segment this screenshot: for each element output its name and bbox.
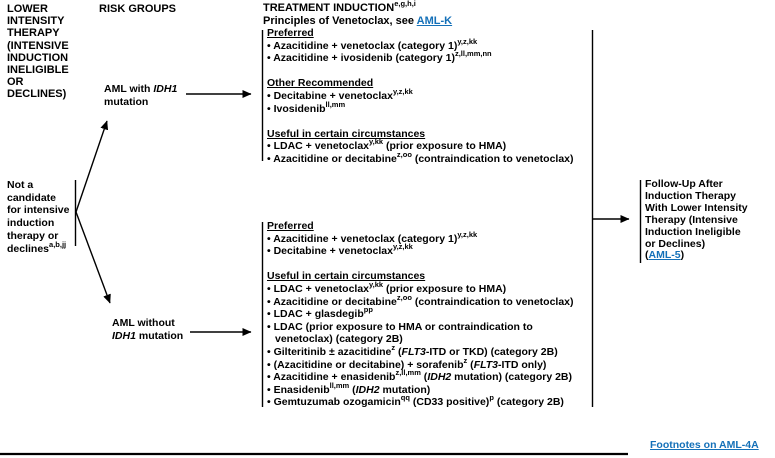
list-item: • (Azacitidine or decitabine) + sorafenib$^z$ (FLT3-ITD only) xyxy=(267,355,547,371)
text-line: AML without xyxy=(112,317,175,329)
text-line: INDUCTION xyxy=(7,51,69,64)
node-followup-after-induction xyxy=(645,179,748,262)
text-line: declines$^{a,b,jj}$ xyxy=(7,239,67,255)
text-line xyxy=(267,115,574,128)
treatment-box-without-idh1 xyxy=(267,220,574,409)
text-line xyxy=(267,65,574,78)
section-heading: Other Recommended xyxy=(267,77,374,90)
section-heading: Useful in certain circumstances xyxy=(267,127,426,140)
list-item: • LDAC + glasdegib$^{pp}$ xyxy=(267,305,373,321)
section-heading: Useful in certain circumstances xyxy=(267,270,426,283)
text-line: (AML-5) xyxy=(645,249,685,262)
footnotes-link[interactable]: Footnotes on AML-4A xyxy=(650,439,759,451)
list-item: • Azacitidine or decitabine$^{z,oo}$ (contraindication to venetoclax) xyxy=(267,149,574,165)
text-line: or Declines) xyxy=(645,237,706,250)
section-heading: Preferred xyxy=(267,220,314,232)
text-line: Induction Therapy xyxy=(645,189,737,202)
inline-link[interactable]: AML-K xyxy=(416,14,453,27)
inline-link[interactable]: AML-5 xyxy=(648,249,681,262)
list-item: • Gilteritinib ± azacitidine$^z$ (FLT3-ITD or TKD) (category 2B) xyxy=(267,342,558,358)
text-line: LOWER xyxy=(7,3,48,15)
risk-group-aml-with-idh1 xyxy=(104,83,177,108)
list-item: • LDAC + venetoclax$^{y,kk}$ (prior exposure to HMA) xyxy=(267,137,507,153)
text-line: THERAPY xyxy=(7,27,60,40)
text-line: mutation xyxy=(104,95,149,108)
text-line xyxy=(267,258,574,271)
text-line: Therapy (Intensive xyxy=(645,213,738,226)
footnotes-row xyxy=(650,439,759,452)
text-line: INTENSITY xyxy=(7,15,65,28)
text-line: IDH1 mutation xyxy=(112,329,184,342)
list-item: • Decitabine + venetoclax$^{y,z,kk}$ xyxy=(267,242,413,258)
list-item: • Gemtuzumab ozogamicin$^{qq}$ (CD33 positive)$^p$ (category 2B) xyxy=(267,393,564,409)
text-line: With Lower Intensity xyxy=(645,201,748,214)
list-item: • Decitabine + venetoclax$^{y,z,kk}$ xyxy=(267,86,413,102)
text-line: AML with IDH1 xyxy=(104,83,178,95)
text-line: Induction Ineligible xyxy=(645,225,741,238)
list-item: • Azacitidine + enasidenib$^{z,ll,mm}$ (IDH2 mutation) (category 2B) xyxy=(267,368,573,384)
node-not-a-candidate xyxy=(7,179,69,255)
list-item: • Enasidenib$^{ll,mm}$ (IDH2 mutation) xyxy=(267,380,431,396)
list-item: • Azacitidine + venetoclax (category 1)$^{y,z,kk}$ xyxy=(267,229,478,245)
column-header-lower-intensity-therapy xyxy=(7,3,69,101)
list-item: • Azacitidine + ivosidenib (category 1)$^{z,ll,mm,nn}$ xyxy=(267,49,492,65)
column-header-risk-groups: RISK GROUPS xyxy=(99,3,177,15)
text-line: Follow-Up After xyxy=(645,178,723,190)
list-item: • Azacitidine + venetoclax (category 1)$^{y,z,kk}$ xyxy=(267,36,478,52)
column-header-treatment-induction xyxy=(263,2,452,28)
list-item: • Azacitidine or decitabine$^{z,oo}$ (contraindication to venetoclax) xyxy=(267,292,574,308)
treatment-box-with-idh1 xyxy=(267,27,574,166)
arrow-down-diagonal xyxy=(76,212,110,303)
list-item: • Ivosidenib$^{ll,mm}$ xyxy=(267,99,346,115)
list-item: • LDAC + venetoclax$^{y,kk}$ (prior exposure to HMA) xyxy=(267,279,507,295)
text-line: induction xyxy=(7,217,55,230)
text-line: DECLINES) xyxy=(7,88,67,101)
text-line: candidate xyxy=(7,191,57,204)
text-line: OR xyxy=(7,76,24,89)
venetoclax-principles-note: Principles of Venetoclax, see AML-K xyxy=(263,14,453,27)
list-item: • LDAC (prior exposure to HMA or contraindication to xyxy=(267,320,533,333)
text-line: therapy or xyxy=(7,229,59,242)
arrow-up-diagonal xyxy=(76,121,107,212)
treatment-induction-title: TREATMENT INDUCTION$^{e,g,h,i}$ xyxy=(263,0,416,14)
text-line: INELIGIBLE xyxy=(7,64,69,77)
text-line: (INTENSIVE xyxy=(7,39,69,52)
risk-group-aml-without-idh1 xyxy=(112,317,183,342)
text-line: Not a xyxy=(7,179,34,191)
text-line: for intensive xyxy=(7,204,70,217)
section-heading: Preferred xyxy=(267,27,314,39)
list-item-continuation: venetoclax) (category 2B) xyxy=(275,333,403,346)
